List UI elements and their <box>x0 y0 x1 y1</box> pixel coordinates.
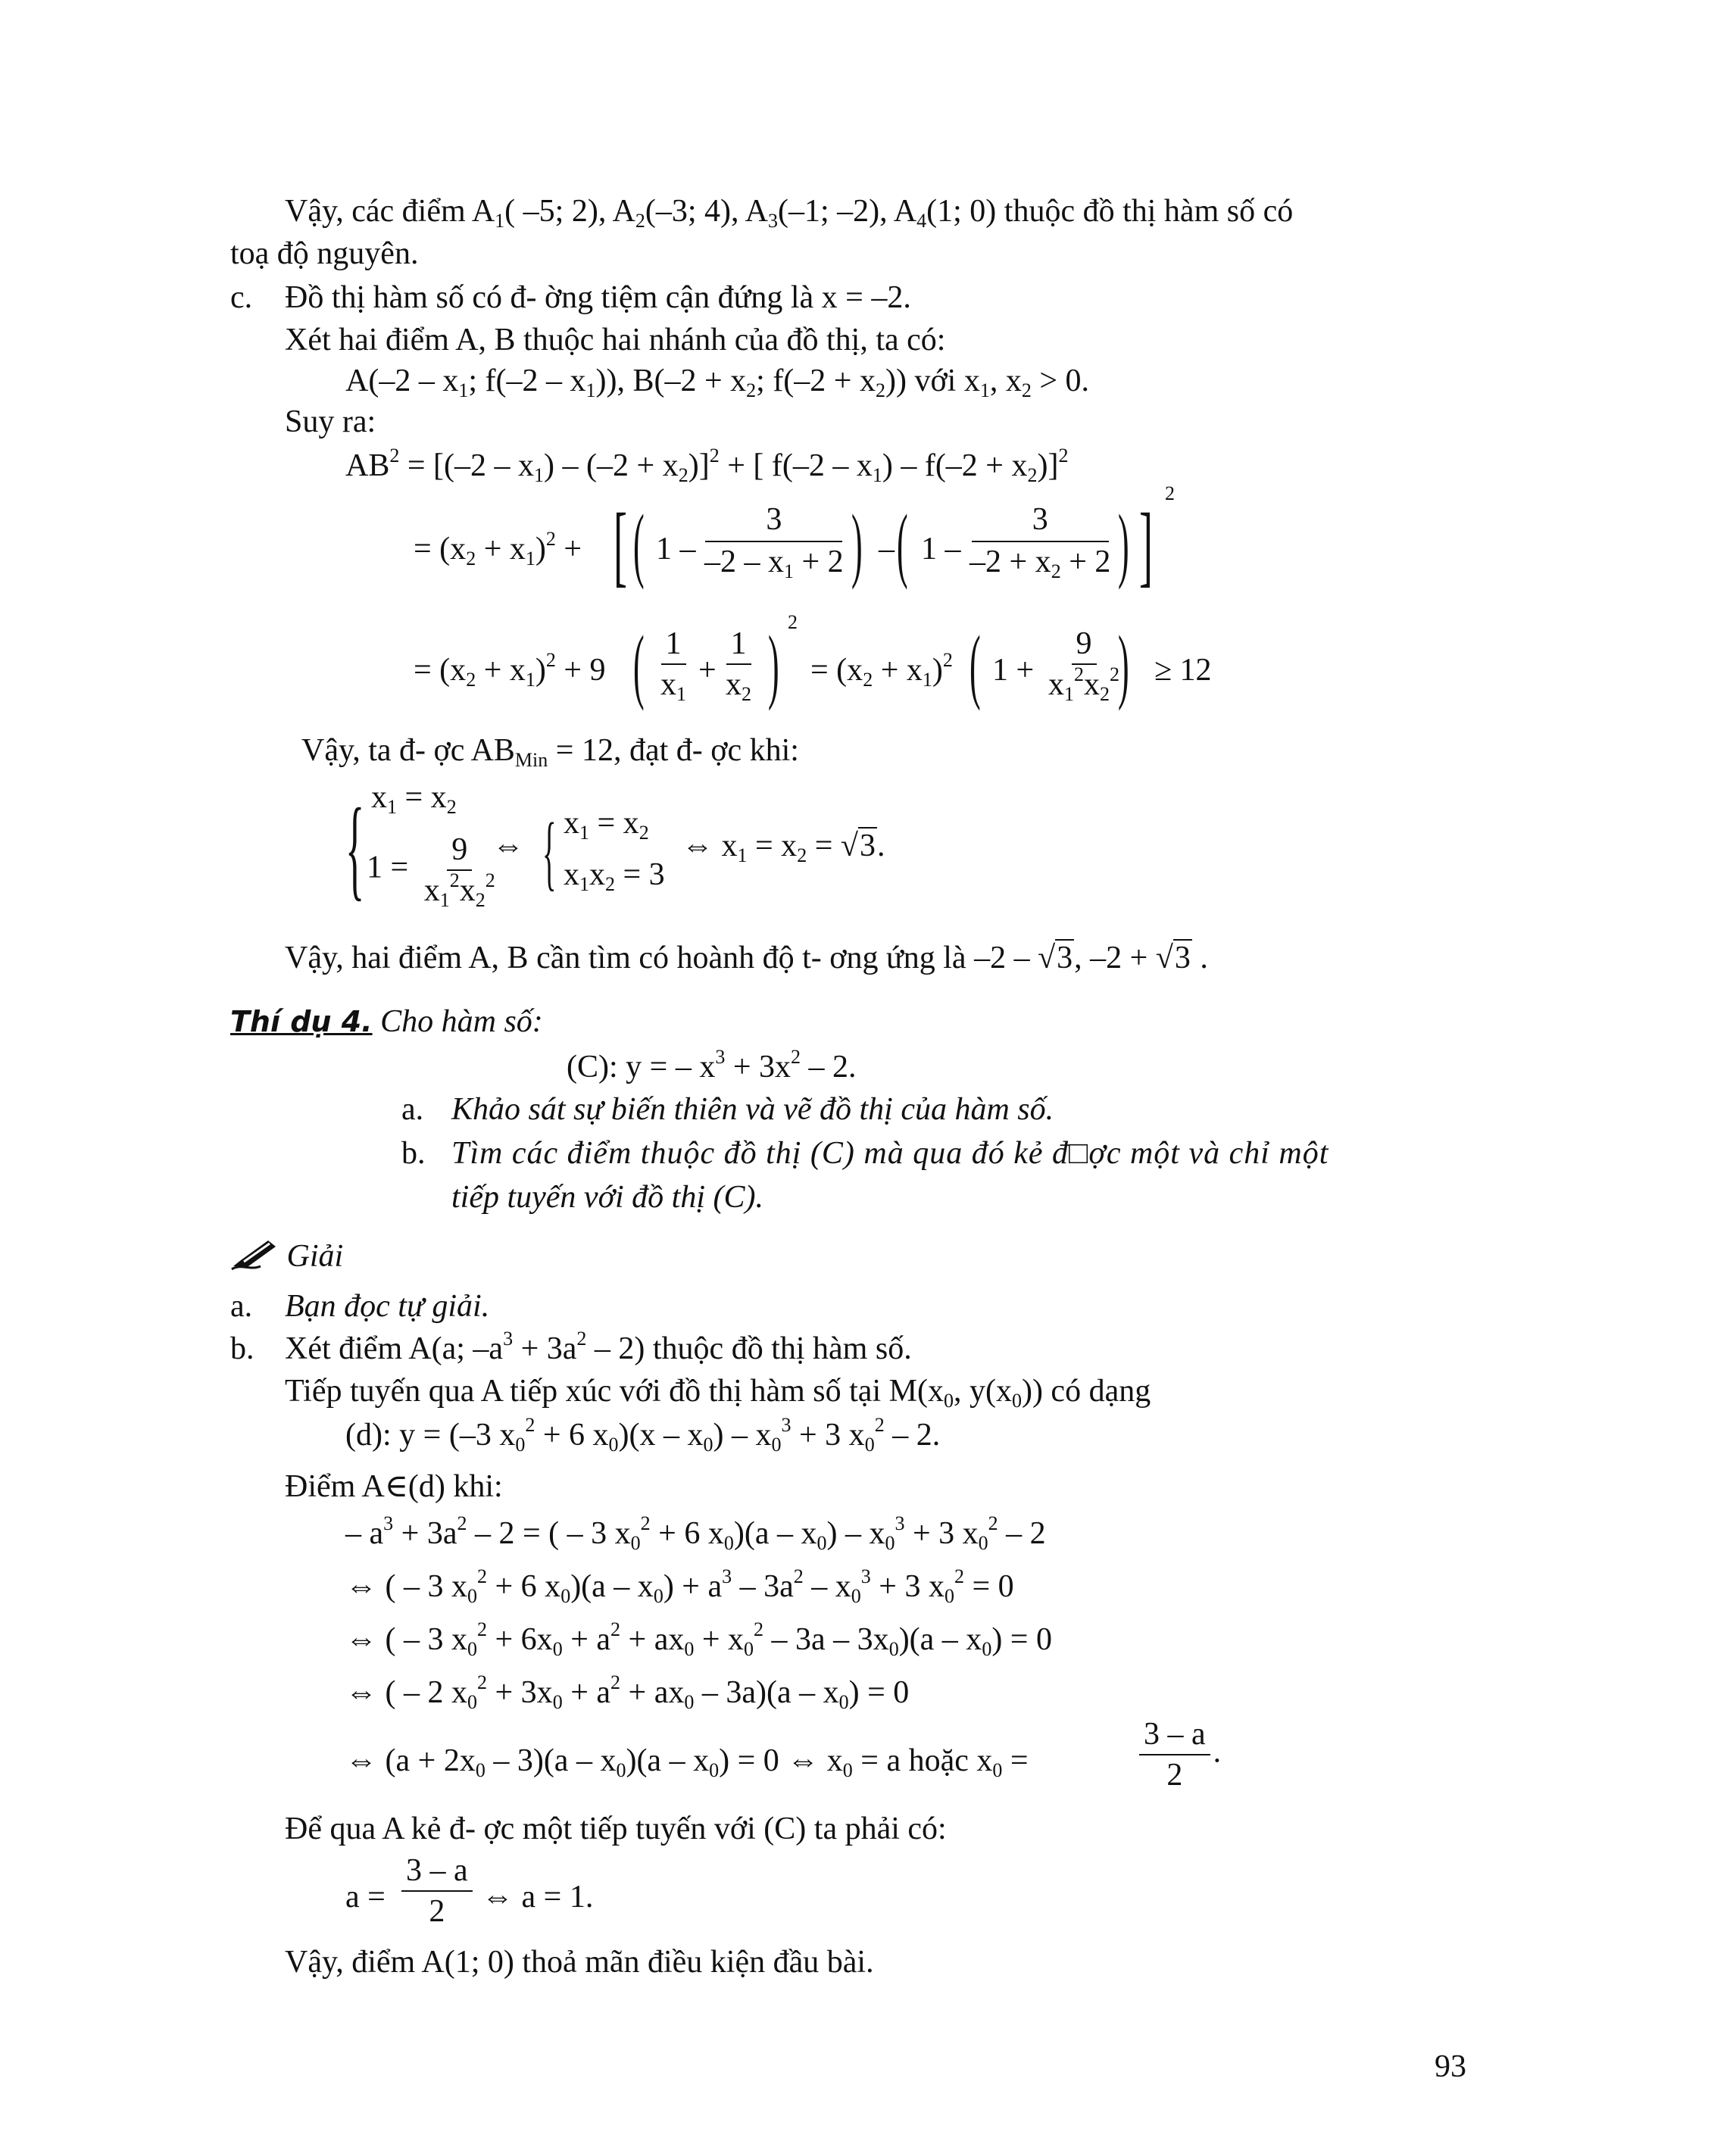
list-label: a. <box>401 1092 424 1127</box>
exponent: 2 <box>1165 482 1175 504</box>
bracket-left: [ <box>614 495 627 595</box>
paren-left: ( <box>969 619 981 711</box>
exponent: 2 <box>788 611 798 633</box>
fraction-3-minus-a: $\frac{3 - a}{2}$ . <box>1136 1718 1221 1792</box>
fraction-1: $\frac{3}{-2 - x_1 + 2}$ <box>704 502 844 583</box>
fraction-2: $\frac{3}{-2 + x_2 + 2}$ <box>969 502 1111 583</box>
fraction-9: $\frac{9}{x_1^2x_2^2}$ <box>1048 626 1119 706</box>
derivation-3: ⇔ ( – 3 $x_0^2 + 6x_0 + a^2 + ax_0 + x_0^2 - 3a - 3x_0)(a - x_0) = 0$ <box>345 1618 1052 1660</box>
function-def: (C): y = – $x^3 + 3x^2 - 2$. <box>567 1046 857 1084</box>
equation-ab2: $AB^2 = [(-2 - x_1) - (-2 + x_2)]^2$ + [ $f(-2 - x_1) - f(-2 + x_2)]^2$ <box>345 445 1069 486</box>
solution-a: Bạn đọc tự giải. <box>285 1289 490 1324</box>
derivation-4: ⇔ ( – 2 $x_0^2 + 3x_0 + a^2 + ax_0 - 3a)(a - x_0) = 0$ <box>345 1671 910 1713</box>
ge-12: ≥ 12 <box>1154 653 1212 688</box>
system-eq-4: $x_1x_2 = 3$ <box>564 857 665 895</box>
tangent-eq: (d): y = (–3 $x_0^2 + 6$ $x_0)(x - x_0) - x_0^3 + 3$ $x_0^2 - 2$. <box>345 1414 941 1456</box>
system-brace: { <box>542 806 557 898</box>
derivation-1: – $a^3 + 3a^2 - 2$ = ( – 3 $x_0^2 + 6$ $x_0)(a - x_0) - x_0^3 + 3$ $x_0^2 - 2$ <box>345 1512 1046 1554</box>
text-line: Suy ra: <box>285 404 376 439</box>
text-line: Tiếp tuyến qua A tiếp xúc với đồ thị hàm số tại $M(x_0$, $y(x_0)$) có dạng <box>285 1374 1151 1412</box>
minus-sign: – <box>879 532 895 566</box>
iff-result: ⇔ $x_1 = x_2 = √3$. <box>682 829 885 866</box>
one-minus: 1 – <box>921 532 961 566</box>
one-minus: 1 – <box>656 532 696 566</box>
paren-right: ) <box>768 619 779 711</box>
a-eq-result: ⇔ a = 1. <box>482 1880 594 1915</box>
list-label: b. <box>401 1136 426 1171</box>
text-line: Điểm A∈(d) khi: <box>285 1469 503 1504</box>
fraction-1-x1: $\frac{1}{x_1}$ <box>660 626 686 706</box>
system-eq-1: $x_1 = x_2$ <box>371 780 457 818</box>
text-line: Vậy, các điểm $A_1$( –5; 2), $A_2(-3$; 4), $A_3(-1$; –2), $A_4(1$; 0) thuộc đồ thị hàm số có <box>285 194 1294 232</box>
task-b-1: Tìm các điểm thuộc đồ thị (C) mà qua đó kẻ đ□ợc một và chỉ một <box>451 1136 1329 1171</box>
system-eq-3: $x_1 = x_2$ <box>564 806 649 844</box>
system-eq-2: 1 = $\frac{9}{x_1^2x_2^2}$ <box>367 832 495 912</box>
derivation-5: ⇔ $(a + 2x_0 - 3)(a - x_0)(a - x_0) = 0$ ⇔ $x_0 = a$ hoặc $x_0$ = <box>345 1743 1029 1781</box>
bracket-right: ] <box>1139 495 1153 595</box>
iff-symbol: ⇔ <box>492 829 524 863</box>
paren-right: ) <box>1118 619 1129 711</box>
text-line: Xét hai điểm A, B thuộc hai nhánh của đồ thị, ta có: <box>285 323 946 357</box>
solution-heading: Giải <box>230 1237 343 1275</box>
pen-icon <box>230 1237 279 1271</box>
list-label: a. <box>230 1289 253 1324</box>
task-a: Khảo sát sự biến thiên và vẽ đồ thị của hàm số. <box>451 1092 1054 1127</box>
text-line: Để qua A kẻ đ- ợc một tiếp tuyến với (C) ta phải có: <box>285 1812 947 1846</box>
fraction-3-minus-a: $\frac{3 - a}{2}$ <box>398 1854 476 1928</box>
list-label: b. <box>230 1331 254 1366</box>
paren-right: ) <box>851 498 863 590</box>
equation-line-2: = $(x_2 + x_1)^2$ + <box>414 528 582 570</box>
points-line: $A(-2 - x_1$; $f(-2 - x_1)$), $B(-2 + x_2$; $f(-2 + x_2)$) với $x_1$, $x_2 > 0$. <box>345 364 1090 401</box>
solution-b: Xét điểm A(a; $-a^3 + 3a^2 - 2$) thuộc đồ thị hàm số. <box>285 1328 912 1366</box>
fraction-1-x2: $\frac{1}{x_2}$ <box>726 626 751 706</box>
equation-rhs: = $(x_2 + x_1)^2$ <box>810 649 953 691</box>
text-line: Đồ thị hàm số có đ- ờng tiệm cận đứng là x = –2. <box>285 280 911 315</box>
text-line: Vậy, ta đ- ợc $AB_{Min} = 12$, đạt đ- ợc khi: <box>301 733 799 771</box>
equation-line-3: = $(x_2 + x_1)^2 + 9$ <box>414 649 606 691</box>
text-line: Vậy, hai điểm A, B cần tìm có hoành độ t- ơng ứng là –2 – √3, –2 + √3 . <box>285 941 1208 975</box>
paren-left: ( <box>897 498 908 590</box>
text-line: Vậy, điểm A(1; 0) thoả mãn điều kiện đầu bài. <box>285 1945 874 1980</box>
task-b-2: tiếp tuyến với đồ thị (C). <box>451 1180 763 1215</box>
example-heading: Thí dụ 4. Cho hàm số: <box>230 1004 543 1039</box>
paren-right: ) <box>1118 498 1129 590</box>
paren-left: ( <box>633 619 645 711</box>
text-line: toạ độ nguyên. <box>230 236 419 271</box>
list-label: c. <box>230 280 253 315</box>
system-brace: { <box>345 785 365 911</box>
a-eq-label: a = <box>345 1880 386 1915</box>
paren-left: ( <box>633 498 645 590</box>
derivation-2: ⇔ ( – 3 $x_0^2 + 6$ $x_0)(a - x_0) + a^3 - 3a^2 - x_0^3 + 3$ $x_0^2 = 0$ <box>345 1565 1014 1607</box>
page-number: 93 <box>1435 2049 1466 2084</box>
